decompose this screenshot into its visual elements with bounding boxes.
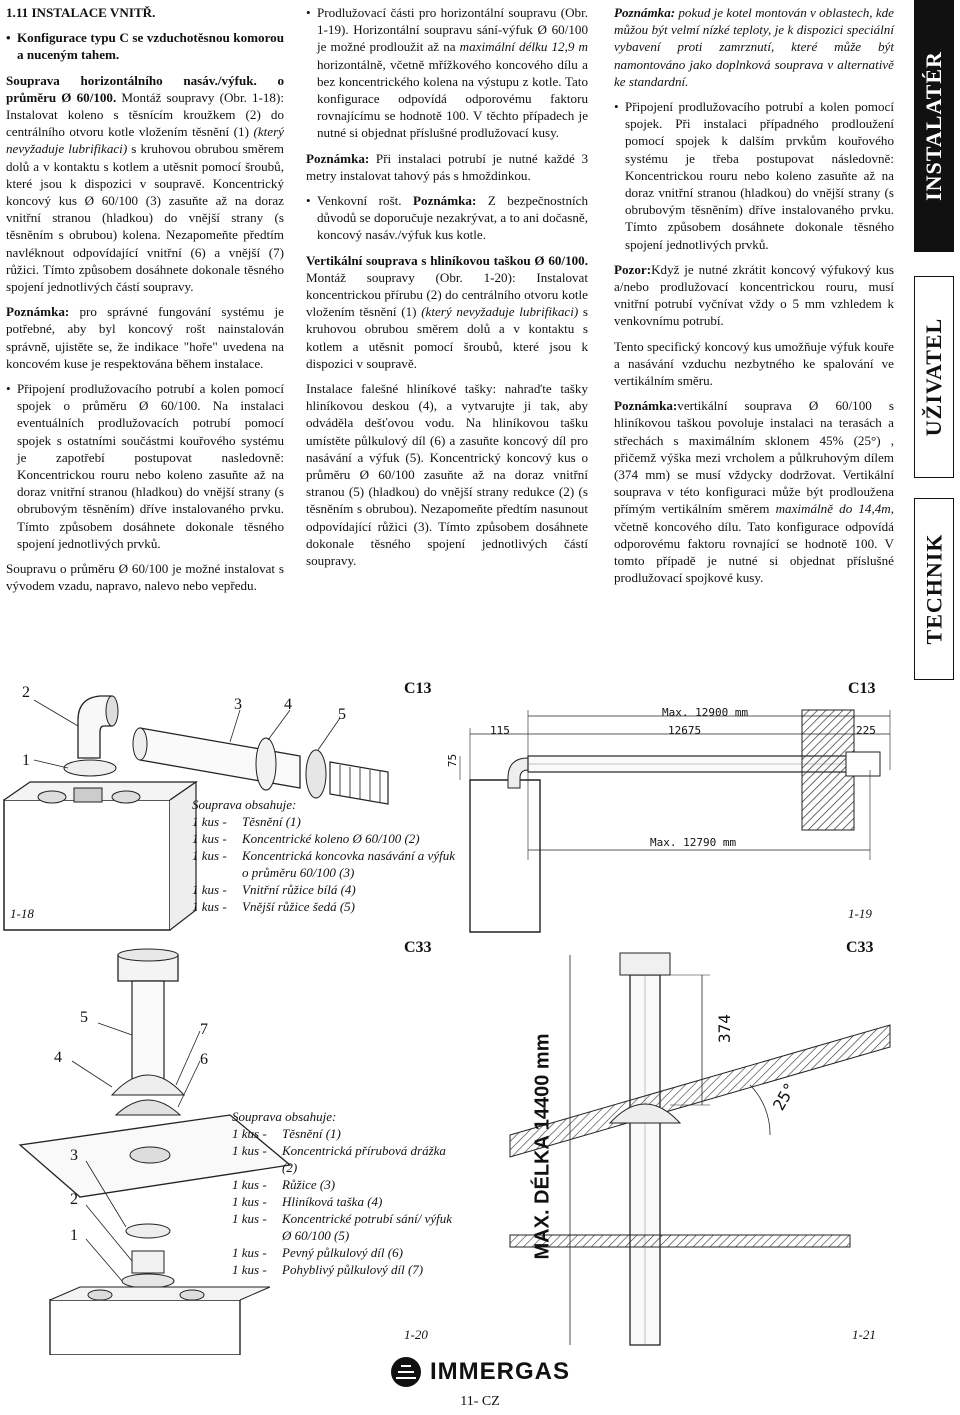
kit-row [232, 1142, 462, 1176]
callout-3: 3 [234, 696, 242, 713]
text-run: horizontálně, včetně mřížkového koncového dílu a bez koncentrického kolena na výstupu z kotle. Tato konfigurace odpovídá odporovému faktoru rovnajícímu se hodnotě 100. V těchto případech je nutné si objednat příslušné prodlužovací kusy. [317, 56, 588, 141]
paragraph-terminal: Tento specifický koncový kus umožňuje výfuk kouře a nasávání vzduchu nezbytného ke spalování ve vertikálním směru. [614, 338, 894, 389]
note-label: Poznámka: [614, 398, 678, 414]
kit-row [192, 847, 462, 881]
tab-technician[interactable] [914, 498, 954, 680]
text-run: Prodlužovací části pro horizontální soupravu (Obr. 1-19). Horizontální soupravu sání-výfuk Ø 60/100 je možné prodloužit až na [317, 5, 588, 55]
kit-row [192, 881, 462, 898]
figure-number: 1-19 [848, 906, 872, 921]
kit-row [232, 1176, 462, 1193]
dim-225: 225 [856, 724, 876, 737]
text-run: , včetně koncového dílu. Tato konfigurace odpovídá odporovému faktoru rovnající se hodnotě 100. V tomto případě je nutné si objednat příslušné prodlužovací spojkové kusy. [614, 501, 894, 586]
callout-4: 4 [284, 696, 292, 713]
text-run-italic: maximálně do 14,4m [775, 501, 891, 517]
kit-item: Hliníková taška (4) [282, 1194, 383, 1209]
kit-row [232, 1244, 462, 1261]
kit-row [192, 830, 462, 847]
footer-logo [0, 1356, 960, 1393]
text-column-3 [614, 4, 894, 595]
dim-115: 115 [490, 724, 510, 737]
text-column-2 [306, 4, 588, 577]
warning-text: Když je nutné zkrátit koncový výfukový kus a/nebo prodlužovací koncentrickou rouru, musí vnitřní potrubí vyčnívat vždy o 5 mm vzhledem k venkovnímu potrubí. [614, 261, 894, 329]
fixed-semisphere [112, 1075, 184, 1095]
kit-row [232, 1193, 462, 1210]
note-label: Poznámka: [306, 150, 370, 166]
note-label: Poznámka: [614, 5, 676, 20]
kit-qty: 1 kus - [192, 848, 227, 863]
elbow-socket [106, 696, 118, 726]
subheading-vertical-kit: Vertikální souprava s hliníkovou taškou Ø 60/100. [306, 252, 588, 268]
dim-12675: 12675 [668, 724, 702, 737]
boiler-body [470, 780, 540, 932]
paragraph-kit-orientation: Soupravu o průměru Ø 60/100 je možné instalovat s vývodem vzadu, napravo, nalevo nebo vepředu. [6, 561, 284, 594]
paragraph-aluminium-tile: Instalace falešné hliníkové tašky: nahraďte tašky hliníkovou deskou (4), a vytvarujte ji tak, aby odváděla dešťovou vodu. Na hliníkovou tašku umístěte půlkulový díl (6) a zasuňte koncový díl pro nasávání a výfuk (5). Koncentrický koncový kus o průměru Ø 60/100 zasuňte až na doraz vnitřní stranou (5) (hladkou) do vnější strany redukce (2) (s těsněním s obrubou). Nezapomeňte předtím nasunout odpovídající růžici (3). Tímto způsobem dosáhnete dokonale těsného spojení jednotlivých částí soupravy. [306, 381, 588, 569]
boiler-connector [74, 788, 102, 802]
note-text: pro správné fungování systému je potřebné, aby byl koncový rošt nainstalován správně, ujistěte se, že indikace "hoře" uvedena na koncovém kuse je respektována během instalace. [6, 304, 284, 371]
figure-1-21 [470, 935, 900, 1355]
section-heading: 1.11 INSTALACE VNITŘ. [6, 5, 156, 20]
note-paragraph-frost [614, 4, 894, 90]
tab-installer[interactable] [914, 0, 954, 252]
kit-item: Růžice (3) [282, 1177, 336, 1192]
warning-label: Pozor: [614, 261, 652, 277]
config-label: C13 [848, 680, 876, 697]
config-label: C33 [404, 939, 432, 956]
kit-item: Koncentrické potrubí sání/ výfuk Ø 60/100 (5) [282, 1211, 453, 1243]
boiler-body [50, 1300, 240, 1355]
kit-contents-1-18 [192, 796, 462, 915]
kit-item: Koncentrická přírubová drážka (2) [282, 1143, 446, 1175]
paragraph-vertical-kit [306, 252, 588, 372]
bullet-config-type: • Konfigurace typu C se vzduchotěsnou komorou a nuceným tahem. [6, 29, 284, 63]
callout-2: 2 [22, 684, 30, 701]
dim-75: 75 [446, 753, 460, 768]
kit-qty: 1 kus - [232, 1126, 267, 1141]
dim-max-bottom: Max. 12790 mm [650, 836, 737, 849]
note-text: Při instalaci potrubí je nutné každé 3 metry instalovat tahový pás s hmoždinkou. [306, 150, 588, 183]
figure-1-19 [446, 670, 900, 935]
inner-rosette [256, 738, 276, 790]
boiler-port [112, 791, 140, 803]
gasket [64, 760, 116, 776]
vertical-terminal [620, 953, 670, 975]
logo-text: IMMERGAS [430, 1358, 570, 1385]
callout-1: 1 [22, 752, 30, 769]
text-run: vertikální souprava Ø 60/100 s hliníkovou taškou povoluje instalaci na terasách a střechách s maximálním sklonem 45% (25°) , přičemž výška mezi vrcholem a půlkruhovým dílem (374 mm) se musí vždycky dodržovat. Vertikální souprava v této konfiguraci může být prodloužena přímým vertikálním směrem [614, 398, 894, 517]
note-label: Poznámka: [6, 304, 70, 320]
callout-4: 4 [54, 1049, 62, 1066]
tab-user[interactable] [914, 276, 954, 478]
text-column-1 [6, 4, 284, 603]
bullet-horizontal-extension [306, 4, 588, 142]
bullet-extension-connection: • Připojení prodlužovacího potrubí a kolen pomocí spojek o průměru Ø 60/100. Na instalaci eventuálních prodlužovacích potrubí pomocí spojek s ostatními součástmi kouřového systému je zapotřebí postupovat nasledovně: Koncentrickou rouru nebo koleno zasuňte až na doraz vnitřní stranou (hladkou) do vnější strany (s obrubovým těsněním) dříve instalovaného prvku. Tímto způsobem dosáhnete dokonale těsného spojení jednotlivých prvků. [6, 380, 284, 552]
callout-6: 6 [200, 1051, 208, 1068]
text-run: s kruhovou obrubou směrem dolů a v kontaktu s kotlem a utěsnit pomocí šroubů, které jsou k dispozici v soupravě. [306, 304, 588, 371]
kit-title: Souprava obsahuje: [232, 1109, 337, 1124]
callout-1: 1 [70, 1227, 78, 1244]
dim-angle: 25° [768, 1079, 800, 1114]
text-run: s kruhovou obrubou směrem dolů a v kontaktu s kotlem a utěsnit pomocí šroubů, které jsou k dispozici v soupravě. Koncentrický koncový kus Ø 60/100 (3) zasuňte až na doraz vnitřní stranou (hladkou) do vnější strany (s těsněním s obrubou) kolena. Nezapomeňte předtím navléknout odpovídající vnitřní (6) a vnější (7) růžici. Tímto způsobem dosáhnete dokonale těsného spojení jednotlivých částí soupravy. [6, 141, 284, 295]
kit-item: Pohyblivý půlkulový díl (7) [282, 1262, 424, 1277]
kit-qty: 1 kus - [192, 814, 227, 829]
kit-qty: 1 kus - [232, 1143, 267, 1158]
tab-label: UŽIVATEL [921, 317, 947, 437]
kit-item: Pevný půlkulový díl (6) [282, 1245, 403, 1260]
page-number: 11- CZ [460, 1394, 500, 1409]
note-paragraph [306, 150, 588, 184]
text-run: Montáž soupravy (Obr. 1-18): Instalovat koleno s těsnícím kroužkem (2) do centrálního otvoru kotle vložením těsnění (1) [6, 89, 284, 140]
outer-rosette [306, 750, 326, 798]
kit-qty: 1 kus - [232, 1262, 267, 1277]
text-run: Montáž soupravy (Obr. 1-20): Instalovat koncentrickou přírubu (2) do centrálního otvoru kotle vložením těsnění (1) [306, 269, 588, 320]
immergas-logo-icon [390, 1356, 422, 1388]
note-text-italic: pokud je kotel montován v oblastech, kde můžou být velmí nízké teploty, je k dispozici speciální vybavení proti zamrznutí, které může být namontováno jako doplnková souprava v alternativě ke standardní. [614, 5, 894, 89]
kit-row [192, 813, 462, 830]
kit-row [192, 898, 462, 915]
callout-5: 5 [80, 1009, 88, 1026]
kit-contents-1-20 [232, 1108, 462, 1278]
kit-row [232, 1261, 462, 1278]
kit-item: Těsnění (1) [282, 1126, 341, 1141]
kit-item: Koncentrické koleno Ø 60/100 (2) [242, 831, 420, 846]
config-label: C33 [846, 939, 874, 956]
concentric-flange [132, 1251, 164, 1273]
kit-qty: 1 kus - [192, 899, 227, 914]
terminal-pipe [132, 981, 164, 1085]
gasket [122, 1274, 174, 1288]
kit-qty: 1 kus - [232, 1194, 267, 1209]
callout-5: 5 [338, 706, 346, 723]
callout-2: 2 [70, 1191, 78, 1208]
kit-item: Vnější růžice šedá (5) [242, 899, 356, 914]
warning-paragraph [614, 261, 894, 330]
movable-semisphere [116, 1100, 180, 1115]
kit-item: Koncentrická koncovka nasávání a výfuk o průměru 60/100 (3) [242, 848, 455, 880]
note-paragraph [6, 303, 284, 372]
note-label: Poznámka: [413, 193, 477, 209]
kit-title: Souprava obsahuje: [192, 797, 297, 812]
kit-qty: 1 kus - [192, 882, 227, 897]
config-label: C13 [404, 680, 432, 697]
kit-qty: 1 kus - [232, 1211, 267, 1226]
roof [510, 1025, 890, 1157]
paragraph-horizontal-kit [6, 72, 284, 296]
kit-row [232, 1210, 462, 1244]
text-run-italic: (který nevyžaduje lubrifikaci) [6, 124, 284, 157]
text-run-italic: maximální délku 12,9 m [459, 39, 588, 55]
dim-max-top: Max. 12900 mm [662, 706, 749, 719]
text-run: Venkovní rošt. [317, 193, 414, 209]
dim-374: 374 [714, 1014, 734, 1043]
kit-qty: 1 kus - [232, 1245, 267, 1260]
callout-3: 3 [70, 1147, 78, 1164]
kit-qty: 1 kus - [232, 1177, 267, 1192]
tab-label: TECHNIK [921, 533, 947, 645]
kit-qty: 1 kus - [192, 831, 227, 846]
section-tabs [906, 0, 960, 680]
note-paragraph-vertical [614, 397, 894, 586]
rosette [126, 1224, 170, 1238]
kit-item: Těsnění (1) [242, 814, 301, 829]
brand-logo [390, 1356, 570, 1388]
callout-7: 7 [200, 1021, 208, 1038]
figure-number: 1-18 [10, 906, 34, 921]
subheading-horizontal-kit: Souprava horizontálního nasáv./výfuk. o průměru Ø 60/100. [6, 72, 284, 105]
grille-terminal [846, 752, 880, 776]
kit-row [232, 1125, 462, 1142]
ceiling [510, 1235, 850, 1247]
figure-number: 1-21 [852, 1327, 876, 1342]
bullet-outdoor-grille [306, 192, 588, 244]
figure-number: 1-20 [404, 1327, 428, 1342]
text-run: Z bezpečnostních důvodů se doporučuje nezakrývat, a to ani dočasně, koncový nasáv./výfuk kus kotle. [317, 193, 588, 243]
kit-item: Vnitřní růžice bílá (4) [242, 882, 356, 897]
text-run-italic: (který nevyžaduje lubrifikaci) [421, 304, 579, 320]
bullet-extension-connection: • Připojení prodlužovacího potrubí a kolen pomocí spojek. Při instalaci případného prodloužení pomocí spojek k dalším prvkům kouřového systému je třeba postupovat následovně: Koncentrickou rouru nebo koleno zasuňte až na doraz vnitřní stranou (hladkou) do vnější strany (s obrubovým těsněním) dříve instalovaného prvku. Tímto způsobem dosáhnete dokonale těsného spojení jednotlivých prvků. [614, 98, 894, 253]
boiler-port [38, 791, 66, 803]
dim-max-length: MAX. DÉLKA 14400 mm [531, 1033, 554, 1260]
tab-label: INSTALATÉR [921, 51, 946, 201]
